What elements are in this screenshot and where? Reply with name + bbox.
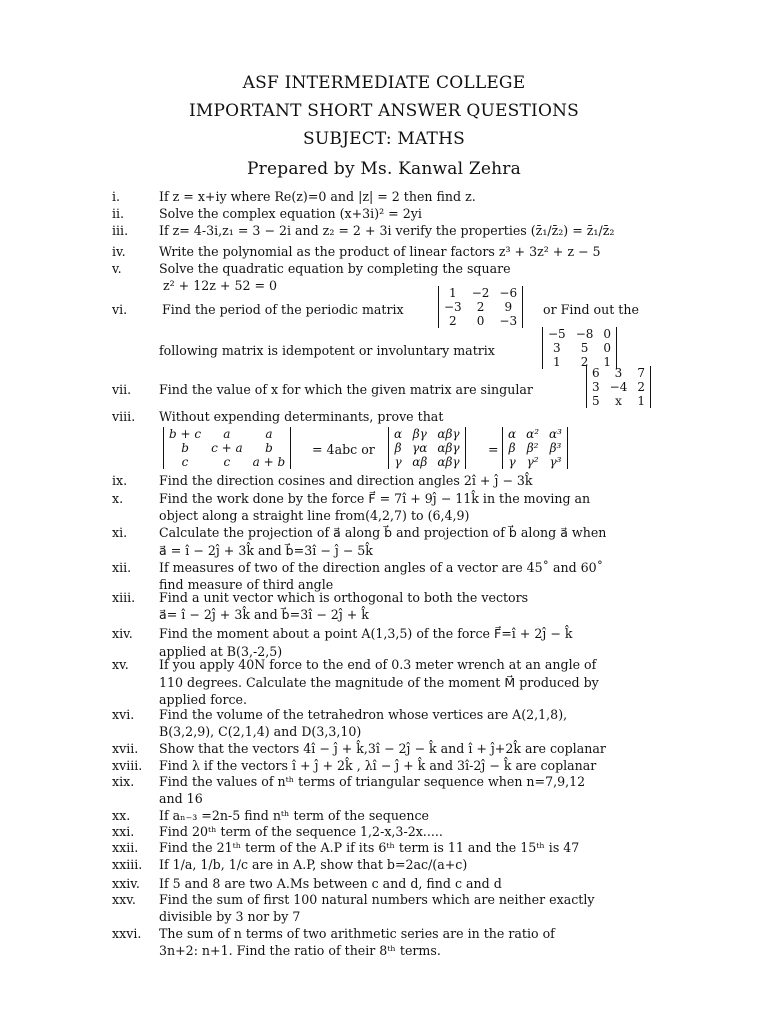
matrix-cell: α³: [549, 427, 562, 441]
matrix-cell: a: [265, 427, 273, 441]
question-16-line2: B(3,2,9), C(2,1,4) and D(3,3,10): [159, 724, 362, 739]
question-text: Find the period of the periodic matrix: [162, 302, 404, 317]
matrix-cell: 5: [580, 341, 589, 355]
matrix-row: [543, 341, 616, 355]
question-text: Find the work done by the force F⃗ = 7î + 9ĵ − 11k̂ in the moving an: [159, 491, 591, 506]
matrix-cell: αβγ: [437, 441, 460, 455]
question-13-line2: a⃗= î − 2ĵ + 3k̂ and b⃗=3î − 2ĵ + k̂: [159, 607, 369, 622]
matrix-cell: 3: [553, 341, 561, 355]
question-text: The sum of n terms of two arithmetic series are in the ratio of: [159, 926, 555, 941]
question-text: If 1/a, 1/b, 1/c are in A.P, show that b=2ac/(a+c): [159, 857, 468, 872]
college-name: ASF INTERMEDIATE COLLEGE: [242, 73, 526, 93]
matrix-cell: γ³: [549, 455, 562, 469]
matrix-cell: 1: [553, 355, 561, 369]
matrix-cell: β: [508, 441, 516, 455]
question-number: xii.: [112, 560, 132, 575]
question-text: Solve the complex equation (x+3i)² = 2yi: [159, 206, 422, 221]
matrix-cell: αβ: [412, 455, 428, 469]
matrix-row: [503, 441, 567, 455]
matrix-cell: α²: [526, 427, 540, 441]
matrix-cell: −3: [444, 300, 462, 314]
question-text: If aₙ₋₃ =2n-5 find nᵗʰ term of the sequence: [159, 808, 429, 823]
question-25-line2: divisible by 3 nor by 7: [159, 909, 301, 924]
matrix-row: [587, 380, 650, 394]
matrix-row: [503, 455, 567, 469]
matrix-cell: x: [615, 394, 622, 408]
question-19-line2: and 16: [159, 791, 203, 806]
matrix-cell: c + a: [211, 441, 243, 455]
question-number: xv.: [112, 657, 129, 672]
matrix-cell: b + c: [169, 427, 202, 441]
matrix-row: [587, 366, 650, 380]
prepared-by: Prepared by Ms. Kanwal Zehra: [247, 159, 521, 179]
determinant-2: [388, 427, 466, 469]
matrix-cell: βγ: [412, 427, 427, 441]
matrix-cell: −6: [499, 286, 518, 300]
question-number: v.: [112, 261, 122, 276]
matrix-cell: γ²: [526, 455, 539, 469]
question-text: If measures of two of the direction angles of a vector are 45˚ and 60˚: [159, 560, 603, 575]
question-number: xiii.: [112, 590, 136, 605]
matrix-cell: α: [394, 427, 403, 441]
matrix-cell: αβγ: [437, 455, 460, 469]
question-number: vi.: [112, 302, 128, 317]
question-number: xxiv.: [112, 876, 140, 891]
matrix-cell: γ: [394, 455, 402, 469]
question-number: ii.: [112, 206, 125, 221]
matrix-cell: −8: [575, 327, 594, 341]
question-5-equation: z² + 12z + 52 = 0: [163, 278, 278, 293]
question-number: iv.: [112, 244, 126, 259]
matrix-cell: αβγ: [437, 427, 460, 441]
matrix-cell: β³: [549, 441, 562, 455]
question-11-line2: a⃗ = î − 2ĵ + 3k̂ and b⃗=3î − ĵ − 5k̂: [159, 543, 373, 558]
matrix-row: [164, 441, 290, 455]
question-text: Find the 21ᵗʰ term of the A.P if its 6ᵗʰ term is 11 and the 15ᵗʰ is 47: [159, 840, 580, 855]
question-text: Find the volume of the tetrahedron whose vertices are A(2,1,8),: [159, 707, 568, 722]
idempotent-matrix: [542, 327, 617, 369]
matrix-row: [439, 286, 522, 300]
matrix-cell: 9: [504, 300, 513, 314]
matrix-cell: 0: [603, 327, 612, 341]
matrix-cell: −4: [609, 380, 628, 394]
matrix-row: [439, 314, 522, 328]
matrix-cell: b: [181, 441, 189, 455]
question-text: Calculate the projection of a⃗ along b⃗ and projection of b⃗ along a⃗ when: [159, 525, 607, 540]
question-number: vii.: [112, 382, 132, 397]
question-text: Find the direction cosines and direction angles 2î + ĵ − 3k̂: [159, 473, 533, 488]
question-text: Find the values of nᵗʰ terms of triangular sequence when n=7,9,12: [159, 774, 586, 789]
question-number: xxv.: [112, 892, 136, 907]
question-number: xx.: [112, 808, 131, 823]
matrix-cell: 1: [637, 394, 645, 408]
question-number: xxii.: [112, 840, 139, 855]
question-text: If 5 and 8 are two A.Ms between c and d, find c and d: [159, 876, 502, 891]
question-text: Find the moment about a point A(1,3,5) of the force F⃗=î + 2ĵ − k̂: [159, 626, 573, 641]
question-12-line2: find measure of third angle: [159, 577, 334, 592]
matrix-row: [164, 455, 290, 469]
question-text: Find 20ᵗʰ term of the sequence 1,2-x,3-2x.....: [159, 824, 443, 839]
question-number: xix.: [112, 774, 135, 789]
question-text: Solve the quadratic equation by completing the square: [159, 261, 511, 276]
question-number: xvii.: [112, 741, 139, 756]
determinant-1: [163, 427, 291, 469]
determinant-3: [502, 427, 568, 469]
question-number: xxiii.: [112, 857, 143, 872]
determinant-eq1: = 4abc or: [312, 442, 375, 457]
matrix-cell: 2: [637, 380, 645, 394]
question-text: Find the value of x for which the given matrix are singular: [159, 382, 533, 397]
matrix-cell: −5: [548, 327, 566, 341]
periodic-matrix: [438, 286, 523, 328]
question-26-line2: 3n+2: n+1. Find the ratio of their 8ᵗʰ terms.: [159, 943, 441, 958]
question-text: If z = x+iy where Re(z)=0 and |z| = 2 then find z.: [159, 189, 476, 204]
matrix-cell: 7: [637, 366, 645, 380]
question-6-line2: following matrix is idempotent or involuntary matrix: [159, 343, 495, 358]
matrix-cell: 2: [449, 314, 457, 328]
question-number: xvi.: [112, 707, 135, 722]
question-number: iii.: [112, 223, 129, 238]
document-heading: IMPORTANT SHORT ANSWER QUESTIONS: [188, 101, 580, 121]
matrix-cell: −3: [499, 314, 518, 328]
question-text: If z= 4-3i,z₁ = 3 − 2i and z₂ = 2 + 3i verify the properties (z̄₁/z̄₂) = z̄₁/z̄₂: [159, 223, 615, 238]
matrix-cell: γ: [508, 455, 516, 469]
question-text: Find the sum of first 100 natural numbers which are neither exactly: [159, 892, 595, 907]
determinant-eq2: =: [488, 442, 499, 457]
matrix-cell: 1: [449, 286, 457, 300]
question-number: xviii.: [112, 758, 143, 773]
matrix-row: [389, 441, 465, 455]
matrix-cell: −2: [471, 286, 490, 300]
question-text: Show that the vectors 4î − ĵ + k̂,3î − 2ĵ − k̂ and î + ĵ+2k̂ are coplanar: [159, 741, 606, 756]
question-number: i.: [112, 189, 121, 204]
matrix-cell: 2: [580, 355, 589, 369]
matrix-row: [389, 455, 465, 469]
question-number: xiv.: [112, 626, 133, 641]
question-number: xi.: [112, 525, 128, 540]
question-14-line2: applied at B(3,-2,5): [159, 644, 283, 659]
question-15-line2: 110 degrees. Calculate the magnitude of the moment M⃗ produced by: [159, 675, 599, 690]
matrix-cell: 1: [603, 355, 612, 369]
question-15-line3: applied force.: [159, 692, 247, 707]
matrix-row: [439, 300, 522, 314]
matrix-row: [503, 427, 567, 441]
singular-matrix: [586, 366, 651, 408]
question-number: xxvi.: [112, 926, 142, 941]
matrix-cell: c: [181, 455, 189, 469]
matrix-row: [164, 427, 290, 441]
matrix-cell: 0: [603, 341, 612, 355]
matrix-cell: 3: [592, 380, 600, 394]
matrix-cell: 6: [592, 366, 600, 380]
question-text: Write the polynomial as the product of linear factors z³ + 3z² + z − 5: [159, 244, 601, 259]
subject-line: SUBJECT: MATHS: [303, 129, 465, 149]
question-number: x.: [112, 491, 124, 506]
question-6-or: or Find out the: [543, 302, 639, 317]
matrix-cell: 3: [614, 366, 623, 380]
matrix-row: [587, 394, 650, 408]
matrix-cell: 0: [476, 314, 485, 328]
matrix-cell: b: [265, 441, 273, 455]
matrix-cell: c: [223, 455, 231, 469]
question-number: viii.: [112, 409, 136, 424]
matrix-cell: 5: [592, 394, 600, 408]
matrix-cell: a + b: [252, 455, 286, 469]
question-text: If you apply 40N force to the end of 0.3 meter wrench at an angle of: [159, 657, 597, 672]
question-10-line2: object along a straight line from(4,2,7) to (6,4,9): [159, 508, 470, 523]
matrix-cell: β: [394, 441, 402, 455]
matrix-cell: γα: [412, 441, 428, 455]
matrix-cell: a: [223, 427, 231, 441]
question-number: ix.: [112, 473, 128, 488]
matrix-row: [389, 427, 465, 441]
question-text: Find λ if the vectors î + ĵ + 2k̂ , λî − ĵ + k̂ and 3î-2ĵ − k̂ are coplanar: [159, 758, 597, 773]
matrix-cell: β²: [526, 441, 539, 455]
matrix-cell: α: [508, 427, 517, 441]
matrix-cell: 2: [476, 300, 485, 314]
question-text: Without expending determinants, prove that: [159, 409, 444, 424]
question-number: xxi.: [112, 824, 135, 839]
matrix-row: [543, 327, 616, 341]
question-text: Find a unit vector which is orthogonal to both the vectors: [159, 590, 529, 605]
